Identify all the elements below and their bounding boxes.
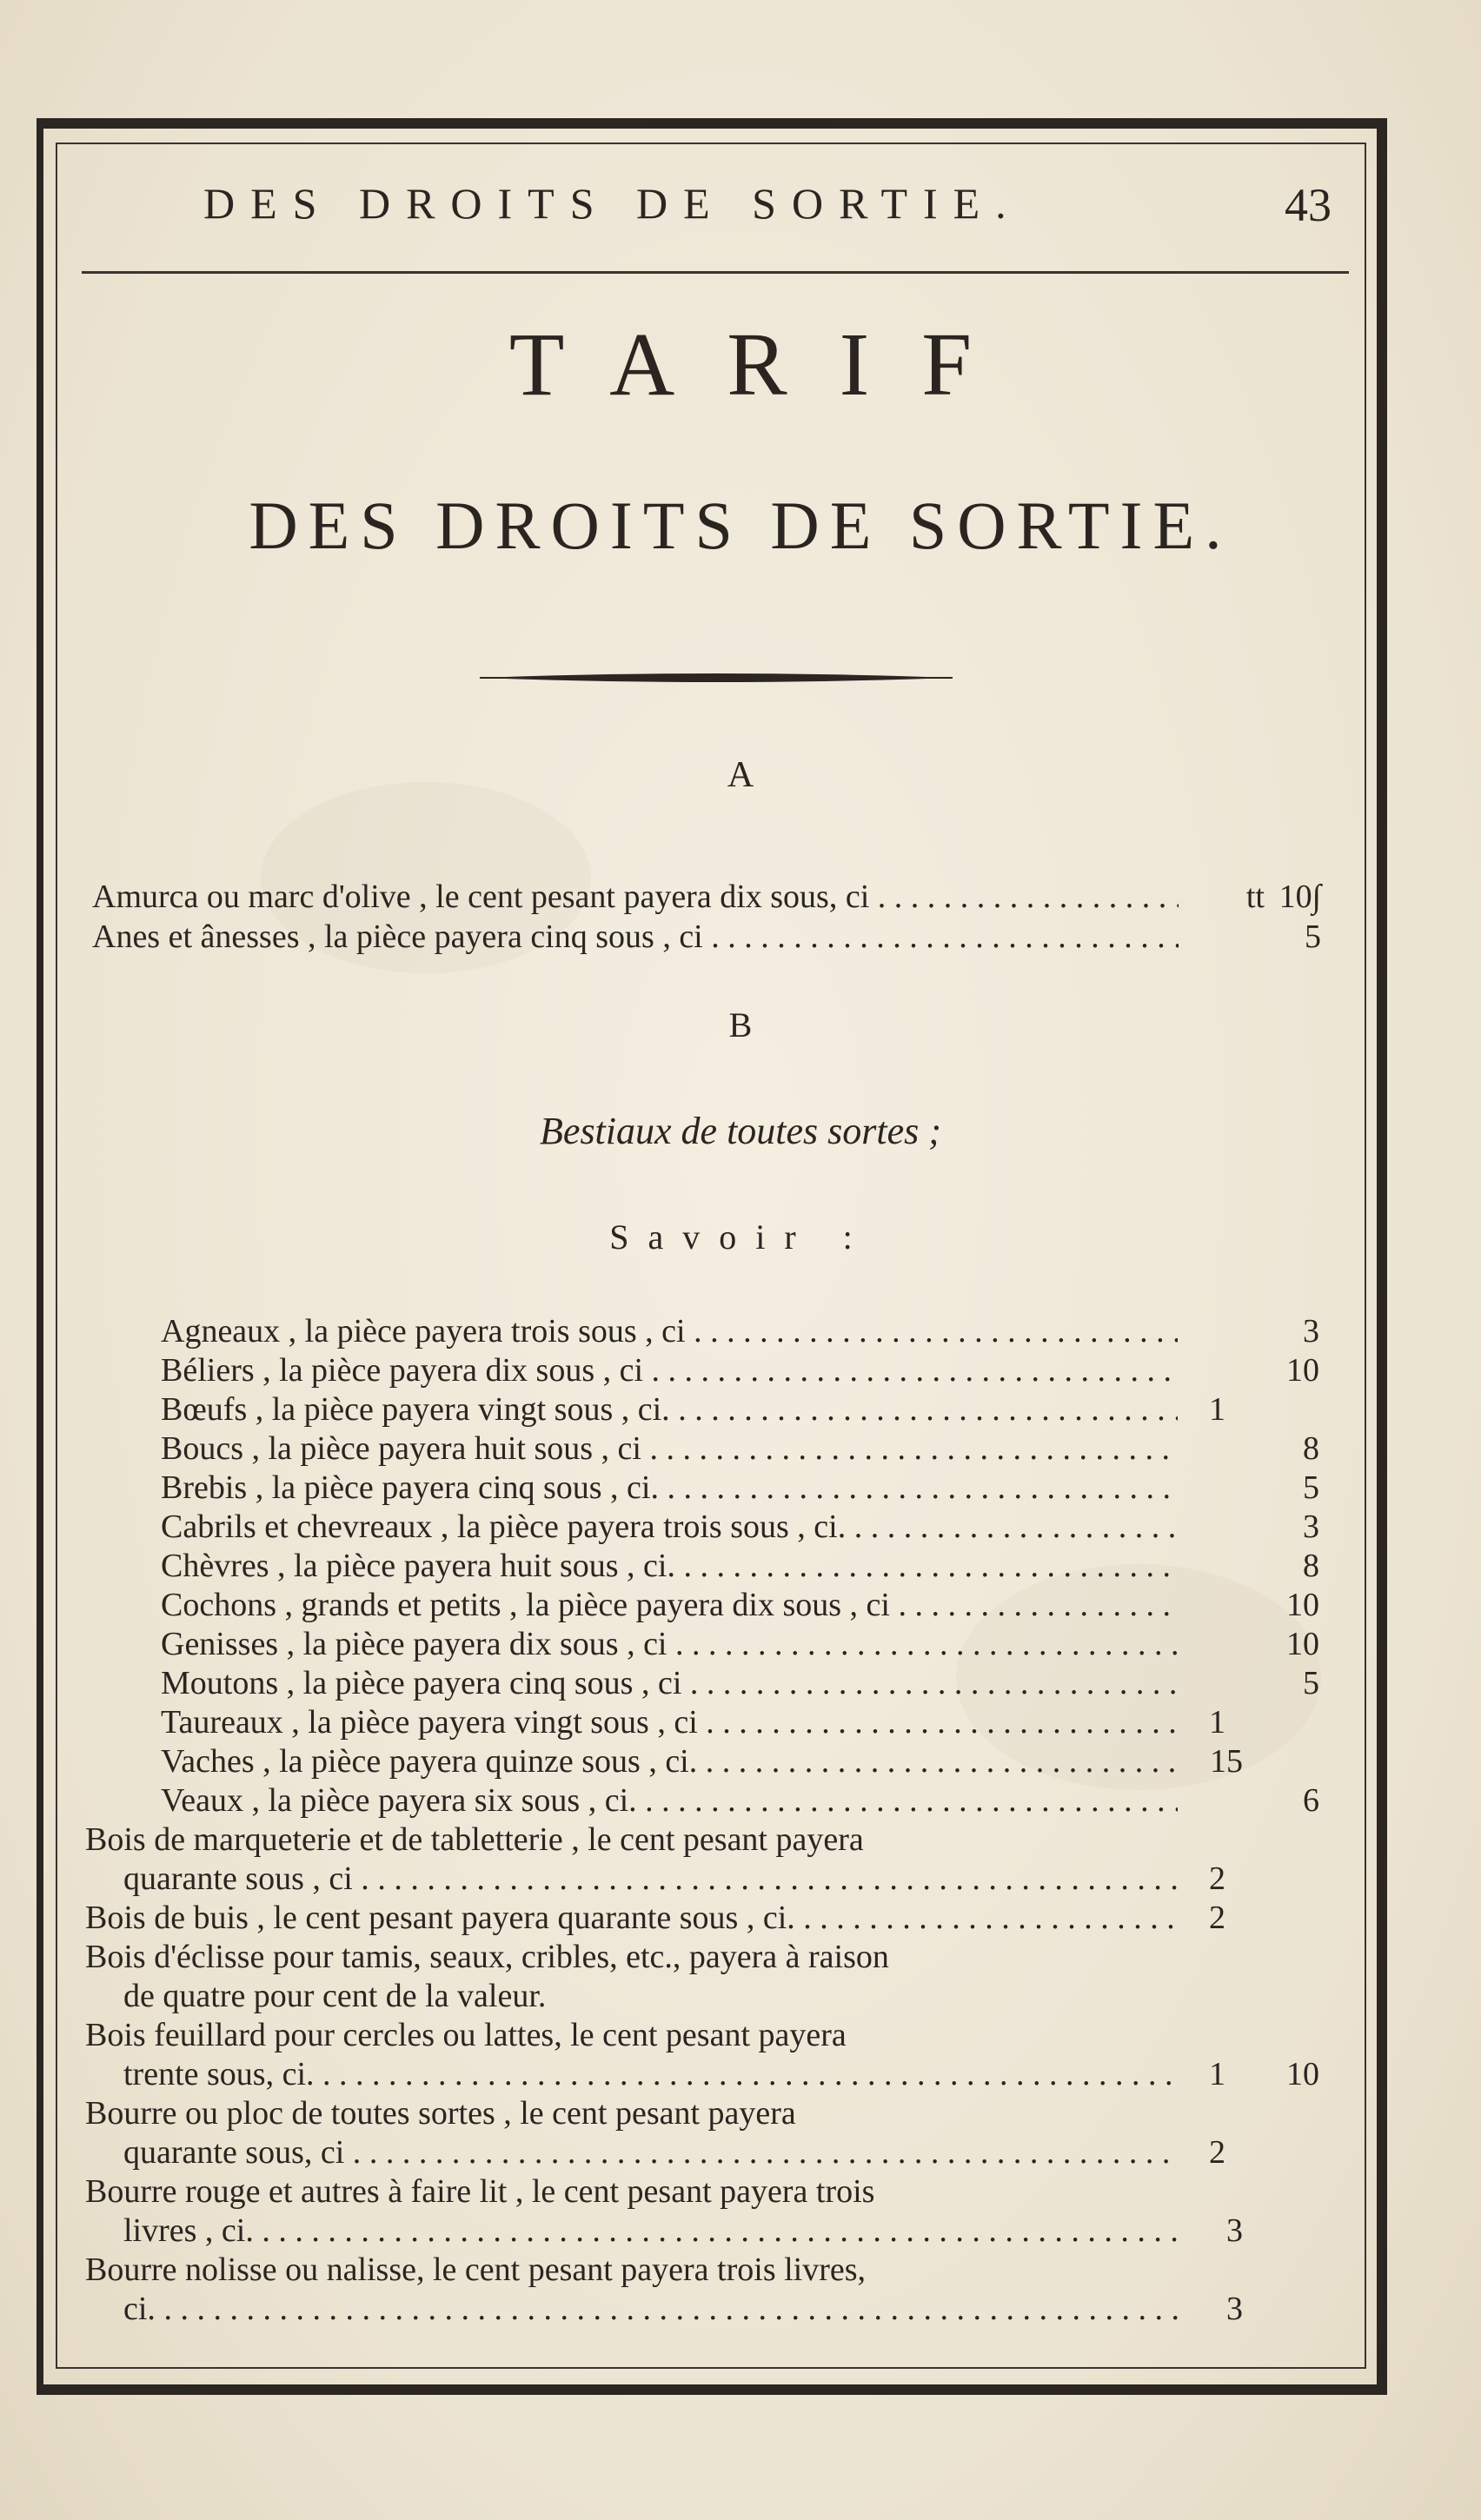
tariff-row — [0, 1899, 1481, 1937]
entry-livres: tt — [1245, 879, 1265, 915]
entry-sous: 10 — [1286, 1626, 1319, 1662]
entry-text: Cochons , grands et petits , la pièce payera dix sous , ci . . . . — [161, 1586, 1178, 1624]
entry-text: Genisses , la pièce payera dix sous , ci . . . . — [161, 1625, 1178, 1663]
entry-text: trente sous, ci. . . . — [123, 2055, 1178, 2093]
tariff-row-line2 — [0, 2290, 1481, 2328]
savoir-heading: Savoir : — [609, 1217, 872, 1257]
tariff-row-line1 — [0, 1938, 1481, 1976]
page-number: 43 — [1285, 179, 1332, 231]
entry-text: Bois de buis , le cent pesant payera quarante sous , ci. . . . — [85, 1899, 1178, 1937]
entry-livres: 3 — [1226, 2212, 1243, 2249]
entry-text: Moutons , la pièce payera cinq sous , ci . . . — [161, 1664, 1178, 1702]
tarif-title: TARIF — [508, 315, 1025, 414]
entry-livres: 2 — [1209, 2134, 1225, 2171]
tariff-row-line1 — [0, 2016, 1481, 2054]
tariff-row-line2 — [0, 2055, 1481, 2093]
tariff-row — [0, 1586, 1481, 1624]
entry-text: livres , ci. . . . — [123, 2212, 1178, 2250]
tariff-row — [0, 1351, 1481, 1389]
entry-text: quarante sous , ci . . . . — [123, 1860, 1178, 1898]
entry-sous: 8 — [1303, 1548, 1319, 1584]
entry-text: Bourre nolisse ou nalisse, le cent pesant payera trois livres, — [85, 2251, 867, 2288]
entry-text: Bois d'éclisse pour tamis, seaux, cribles, etc., payera à raison — [85, 1939, 889, 1975]
entry-sous: 5 — [1303, 1665, 1319, 1701]
tariff-row-line2 — [0, 1860, 1481, 1898]
entry-text: quarante sous, ci . . . . — [123, 2133, 1178, 2172]
bestiaux-heading: Bestiaux de toutes sortes ; — [540, 1110, 941, 1152]
tariff-row — [0, 1703, 1481, 1741]
entry-text: Boucs , la pièce payera huit sous , ci . . . — [161, 1429, 1178, 1468]
tariff-row — [0, 1781, 1481, 1820]
tariff-row — [0, 1547, 1481, 1585]
tariff-row-line1 — [0, 2251, 1481, 2289]
entry-text: Bourre ou ploc de toutes sortes , le cent pesant payera — [85, 2095, 796, 2132]
entry-livres: 1 — [1209, 2056, 1225, 2092]
entry-livres: 2 — [1209, 1860, 1225, 1897]
entry-sous: 3 — [1303, 1313, 1319, 1350]
entry-livres: 2 — [1209, 1900, 1225, 1936]
entry-livres: 1 — [1209, 1391, 1225, 1428]
entry-text: ci. . . . — [123, 2290, 1178, 2328]
entry-text: Veaux , la pièce payera six sous , ci. . . . — [161, 1781, 1178, 1820]
entry-sous: 5 — [1303, 1469, 1319, 1506]
entry-livres: 1 — [1209, 1704, 1225, 1741]
tariff-row — [0, 1469, 1481, 1507]
tariff-row — [0, 1742, 1481, 1781]
entry-text: Anes et ânesses , la pièce payera cinq sous , ci . . . — [92, 918, 1179, 956]
entry-sous: 10 — [1286, 2056, 1319, 2092]
entry-text: Amurca ou marc d'olive , le cent pesant payera dix sous, ci . . . . — [92, 878, 1179, 916]
running-title: DES DROITS DE SORTIE. — [203, 179, 1022, 228]
entry-sous: 3 — [1303, 1509, 1319, 1545]
entry-text: Bœufs , la pièce payera vingt sous , ci. . . . — [161, 1390, 1178, 1429]
entry-text: Vaches , la pièce payera quinze sous , ci. . . . — [161, 1742, 1178, 1781]
tariff-row-line1 — [0, 2094, 1481, 2132]
entry-text: Chèvres , la pièce payera huit sous , ci. . . . — [161, 1547, 1178, 1585]
tariff-row — [0, 1390, 1481, 1429]
entry-text: de quatre pour cent de la valeur. — [123, 1978, 547, 2014]
entry-sous: 10∫ — [1278, 879, 1321, 915]
tariff-row-line2 — [0, 1977, 1481, 2015]
entry-sous: 8 — [1303, 1430, 1319, 1467]
tariff-row-line2 — [0, 2212, 1481, 2250]
entry-text: Taureaux , la pièce payera vingt sous , ci . . . — [161, 1703, 1178, 1741]
section-letter-b: B — [728, 1005, 753, 1044]
entry-text: Bourre rouge et autres à faire lit , le cent pesant payera trois — [85, 2173, 875, 2210]
tariff-row — [0, 1508, 1481, 1546]
tariff-row — [0, 1625, 1481, 1663]
entry-text: Cabrils et chevreaux , la pièce payera trois sous , ci. . . . — [161, 1508, 1178, 1546]
entry-livres: 3 — [1226, 2291, 1243, 2327]
tariff-row — [0, 1312, 1481, 1350]
entry-text: Bois de marqueterie et de tabletterie , le cent pesant payera — [85, 1821, 864, 1858]
tariff-row-line1 — [0, 1820, 1481, 1859]
entry-sous: 6 — [1303, 1782, 1319, 1819]
entry-text: Bois feuillard pour cercles ou lattes, le cent pesant payera — [85, 2017, 847, 2053]
entry-text: Agneaux , la pièce payera trois sous , ci . . . — [161, 1312, 1178, 1350]
entry-sous: 10 — [1286, 1352, 1319, 1389]
entry-sous: 10 — [1286, 1587, 1319, 1623]
entry-sous: 5 — [1305, 918, 1321, 955]
sortie-subtitle: DES DROITS DE SORTIE. — [249, 487, 1232, 563]
entry-text: Béliers , la pièce payera dix sous , ci . . . — [161, 1351, 1178, 1389]
section-letter-a: A — [727, 755, 754, 795]
tariff-row-line1 — [0, 2172, 1481, 2211]
tariff-row — [0, 1429, 1481, 1468]
tariff-row — [0, 1664, 1481, 1702]
entry-text: Brebis , la pièce payera cinq sous , ci. . . . — [161, 1469, 1178, 1507]
tariff-row-line2 — [0, 2133, 1481, 2172]
entry-livres: 15 — [1210, 1743, 1243, 1780]
